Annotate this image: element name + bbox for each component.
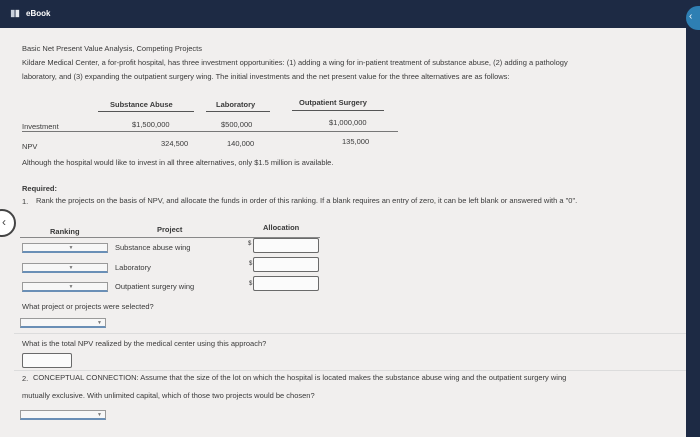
col-header-laboratory: Laboratory	[216, 100, 256, 109]
project-laboratory: Laboratory	[115, 263, 151, 272]
allocation-input-outpatient[interactable]	[253, 276, 319, 291]
project-outpatient-surgery-wing: Outpatient surgery wing	[115, 282, 195, 291]
allocation-input-laboratory[interactable]	[253, 257, 319, 272]
dropdown-arrow-icon: ▼	[68, 284, 74, 290]
problem-intro-line2: laboratory, and (3) expanding the outpatient surgery wing. The initial investments and the net present value for the three alternatives are as follows:	[22, 72, 510, 81]
cell-investment-laboratory: $500,000	[221, 120, 253, 129]
cell-npv-substance: 324,500	[161, 139, 189, 148]
total-npv-question: What is the total NPV realized by the medical center using this approach?	[22, 339, 267, 348]
row-label-investment: Investment	[22, 122, 59, 131]
cell-investment-outpatient: $1,000,000	[329, 118, 367, 127]
cell-investment-substance: $1,500,000	[132, 120, 170, 129]
chevron-icon: ‹	[689, 11, 693, 22]
problem-intro-line1: Kildare Medical Center, a for-profit hospital, has three investment opportunities: (1) adding a wing for in-patient treatment of substance abuse, (2) adding a pathology	[22, 58, 568, 67]
question-1-text: Rank the projects on the basis of NPV, and allocate the funds in order of this ranking. If a blank requires an entry of zero, it can be left blank or answered with a "0".	[36, 196, 578, 205]
col-header-substance-abuse: Substance Abuse	[110, 100, 173, 109]
ranking-select-2[interactable]	[22, 263, 108, 273]
currency-symbol: $	[249, 281, 253, 287]
col-header-outpatient-surgery: Outpatient Surgery	[299, 98, 367, 107]
header-rule	[292, 110, 384, 111]
chosen-project-select[interactable]	[20, 410, 106, 420]
ebook-icon[interactable]	[10, 8, 21, 19]
dropdown-arrow-icon: ▼	[97, 320, 102, 326]
dropdown-arrow-icon: ▼	[68, 265, 74, 271]
question-2-number: 2.	[22, 374, 29, 383]
ebook-header	[0, 0, 700, 28]
cell-npv-outpatient: 135,000	[342, 137, 370, 146]
selected-projects-question: What project or projects were selected?	[22, 302, 154, 311]
question-2-line1: CONCEPTUAL CONNECTION: Assume that the size of the lot on which the hospital is located makes the substance abuse wing and the outpatient surgery wing	[33, 373, 567, 382]
ranking-select-1[interactable]	[22, 243, 108, 253]
col-header-project: Project	[157, 225, 183, 234]
ebook-link[interactable]: eBook	[26, 9, 51, 18]
row-label-npv: NPV	[22, 142, 38, 151]
dropdown-arrow-icon: ▼	[68, 245, 74, 251]
side-panel-edge	[686, 0, 700, 437]
dropdown-arrow-icon: ▼	[97, 412, 102, 418]
row-rule	[22, 131, 398, 132]
currency-symbol: $	[249, 261, 253, 267]
required-heading: Required:	[22, 184, 58, 193]
question-2-line2: mutually exclusive. With unlimited capital, which of those two projects would be chosen?	[22, 391, 315, 400]
col-header-allocation: Allocation	[263, 223, 300, 232]
question-1-number: 1.	[22, 197, 29, 206]
ranking-select-3[interactable]	[22, 282, 108, 292]
col-header-ranking: Ranking	[50, 227, 80, 236]
total-npv-input[interactable]	[22, 353, 72, 368]
section-divider	[14, 370, 686, 371]
collapse-button[interactable]	[0, 209, 16, 237]
project-substance-abuse-wing: Substance abuse wing	[115, 243, 191, 252]
section-divider	[14, 333, 686, 334]
currency-symbol: $	[248, 241, 252, 247]
problem-title: Basic Net Present Value Analysis, Competing Projects	[22, 44, 202, 53]
selected-projects-select[interactable]	[20, 318, 106, 328]
allocation-input-substance[interactable]	[253, 238, 319, 253]
chevron-left-icon: ‹	[2, 215, 6, 229]
header-rule	[206, 111, 270, 112]
cell-npv-laboratory: 140,000	[227, 139, 255, 148]
funding-note: Although the hospital would like to invest in all three alternatives, only $1.5 million is available.	[22, 158, 334, 167]
header-rule	[98, 111, 194, 112]
